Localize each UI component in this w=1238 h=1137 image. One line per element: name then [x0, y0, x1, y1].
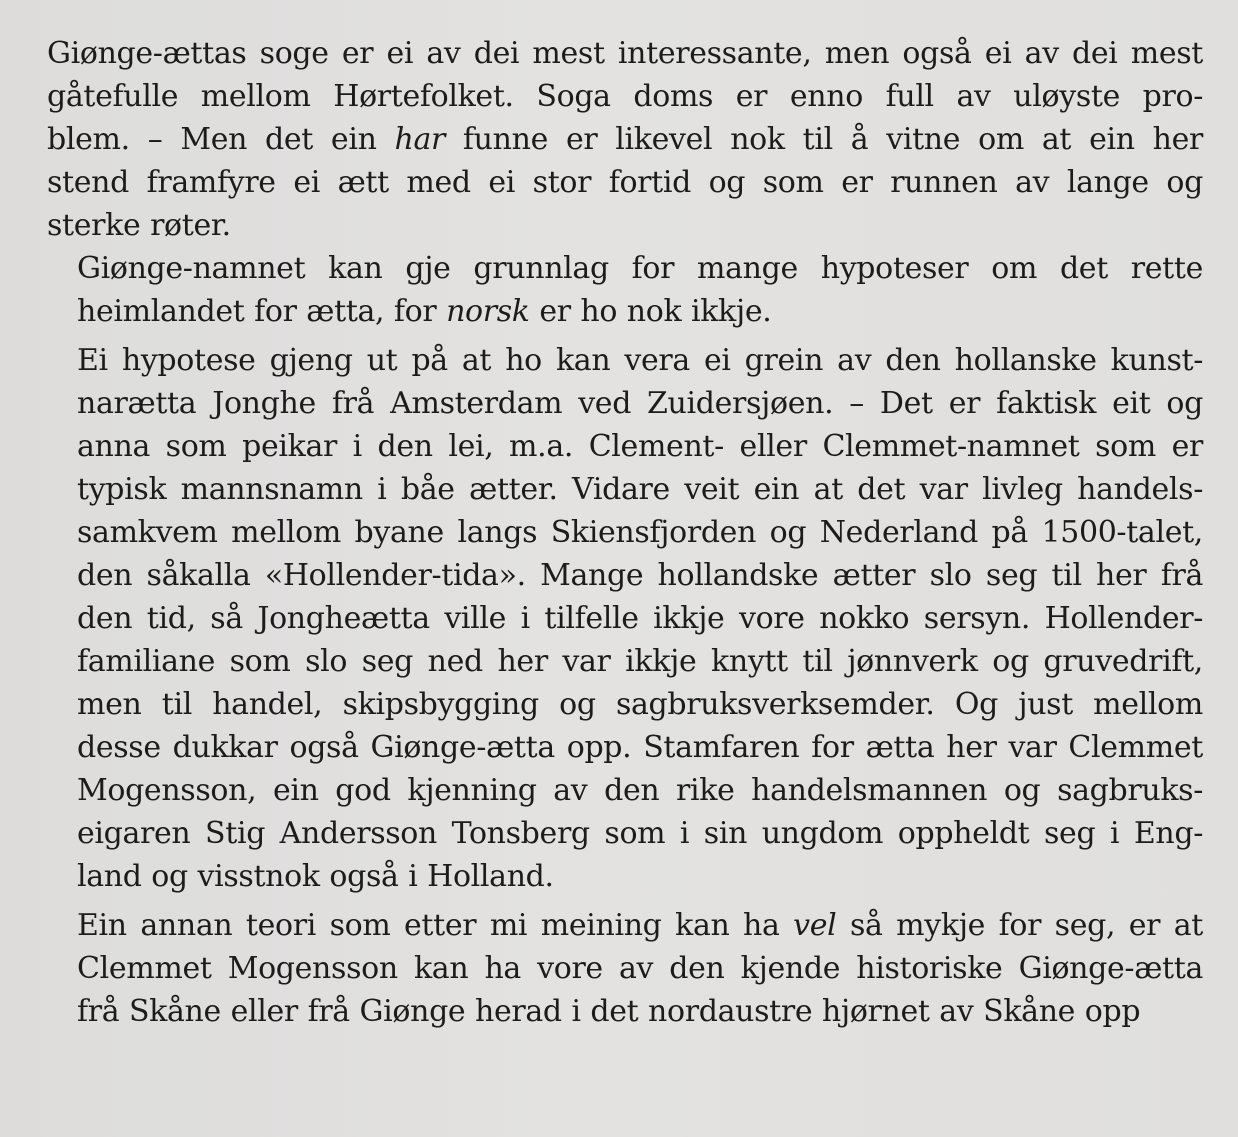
text-run: blem. – Men det ein [47, 122, 395, 157]
text-run: funne er likevel nok til å vitne om at ein her [444, 122, 1203, 157]
text-line [77, 247, 1203, 290]
text-run: gåtefulle mellom Hørtefolket. Soga doms er enno full av uløyste pro- [47, 79, 1203, 114]
text-run: den såkalla «Hollender-tida». Mange hollandske ætter slo seg til her frå [77, 558, 1203, 593]
text-run: desse dukkar også Giønge-ætta opp. Stamfaren for ætta her var Clemmet [77, 730, 1203, 765]
text-line [77, 511, 1203, 554]
text-run: Giønge-ættas soge er ei av dei mest interessante, men også ei av dei mest [47, 36, 1203, 71]
text-line [77, 382, 1203, 425]
text-line [77, 683, 1203, 726]
italic-run: norsk [446, 294, 530, 329]
text-run: familiane som slo seg ned her var ikkje knytt til jønnverk og gruvedrift, [77, 644, 1203, 679]
paragraph-4 [47, 904, 1203, 1033]
text-line [77, 990, 1203, 1033]
text-run: så mykje for seg, er at [836, 908, 1203, 943]
text-line [47, 32, 1203, 75]
text-run: heimlandet for ætta, for [77, 294, 447, 329]
text-run: Ei hypotese gjeng ut på at ho kan vera ei grein av den hollanske kunst- [77, 343, 1203, 378]
text-line [77, 640, 1203, 683]
text-line [77, 339, 1203, 382]
text-run: narætta Jonghe frå Amsterdam ved Zuidersjøen. – Det er faktisk eit og [77, 386, 1203, 421]
text-line [77, 290, 1203, 333]
text-line [77, 597, 1203, 640]
text-run: Clemmet Mogensson kan ha vore av den kjende historiske Giønge-ætta [77, 951, 1203, 986]
text-run: anna som peikar i den lei, m.a. Clement- eller Clemmet-namnet som er [77, 429, 1203, 464]
text-line [77, 468, 1203, 511]
text-line [77, 726, 1203, 769]
paragraph-2 [47, 247, 1203, 333]
text-run: er ho nok ikkje. [529, 294, 772, 329]
text-run: frå Skåne eller frå Giønge herad i det nordaustre hjørnet av Skåne opp [77, 994, 1141, 1029]
text-run: men til handel, skipsbygging og sagbruksverksemder. Og just mellom [77, 687, 1203, 722]
body-text [47, 32, 1203, 1033]
italic-run: har [394, 122, 445, 157]
text-run: Mogensson, ein god kjenning av den rike handelsmannen og sagbruks- [77, 773, 1203, 808]
text-run: samkvem mellom byane langs Skiensfjorden og Nederland på 1500-talet, [77, 515, 1203, 550]
text-line [77, 947, 1203, 990]
text-run: den tid, så Jongheætta ville i tilfelle ikkje vore nokko sersyn. Hollender- [77, 601, 1203, 636]
text-line [77, 425, 1203, 468]
text-line [47, 118, 1203, 161]
italic-run: vel [793, 908, 837, 943]
text-line [77, 812, 1203, 855]
text-line [47, 204, 1203, 247]
text-run: Ein annan teori som etter mi meining kan ha [77, 908, 794, 943]
text-line [77, 855, 1203, 898]
text-run: typisk mannsnamn i båe ætter. Vidare veit ein at det var livleg handels- [77, 472, 1203, 507]
text-line [77, 554, 1203, 597]
text-line [47, 161, 1203, 204]
text-run: stend framfyre ei ætt med ei stor fortid og som er runnen av lange og [47, 165, 1203, 200]
paragraph-1 [47, 32, 1203, 247]
text-line [77, 904, 1203, 947]
text-line [47, 75, 1203, 118]
paragraph-3 [47, 339, 1203, 898]
text-run: eigaren Stig Andersson Tonsberg som i sin ungdom oppheldt seg i Eng- [77, 816, 1203, 851]
text-run: land og visstnok også i Holland. [77, 859, 554, 894]
text-run: sterke røter. [47, 208, 231, 243]
text-line [77, 769, 1203, 812]
text-run: Giønge-namnet kan gje grunnlag for mange hypoteser om det rette [77, 251, 1203, 286]
